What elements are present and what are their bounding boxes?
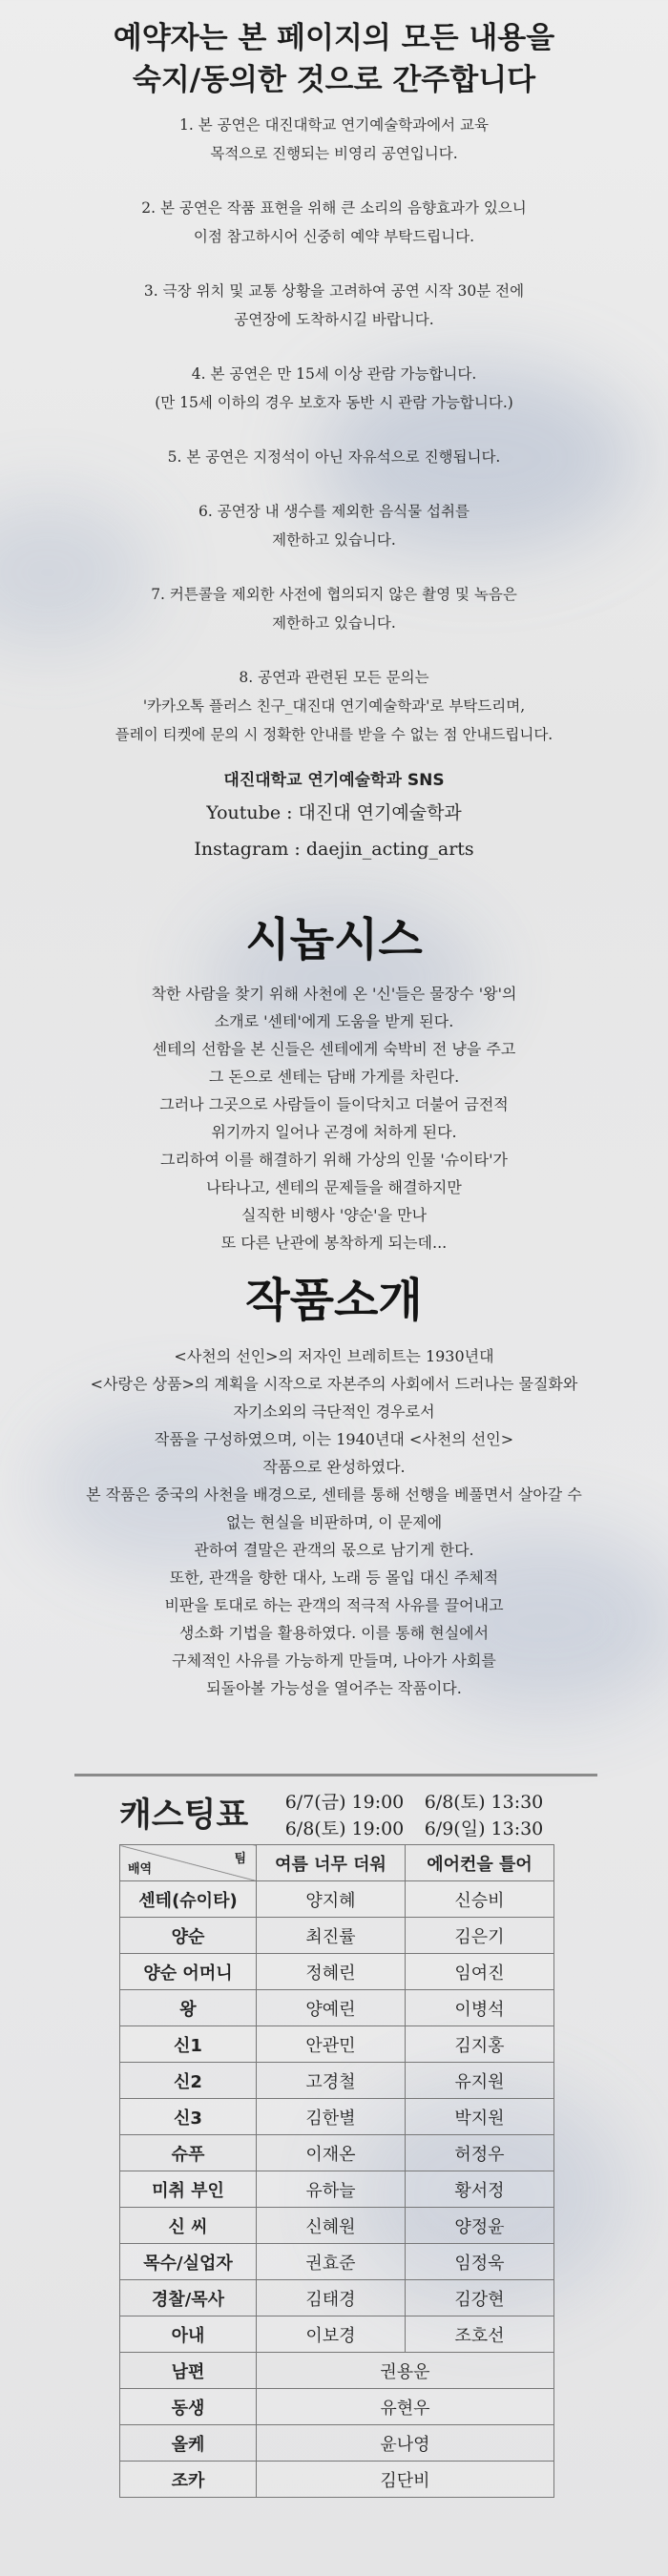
intro-line: 비판을 토대로 하는 관객의 적극적 사유를 끌어내고 bbox=[164, 1596, 504, 1614]
intro-title: 작품소개 bbox=[245, 1274, 423, 1327]
notice-line: 6. 공연장 내 생수를 제외한 음식물 섭취를 bbox=[198, 503, 470, 520]
cast-row bbox=[120, 2280, 554, 2316]
synopsis-body bbox=[0, 980, 668, 1257]
notice-line: 7. 커튼콜을 제외한 사전에 협의되지 않은 촬영 및 녹음은 bbox=[151, 586, 517, 603]
team-a-cell: 고경철 bbox=[257, 2063, 406, 2099]
intro-line: <사천의 선인>의 저자인 브레히트는 1930년대 bbox=[174, 1347, 494, 1365]
sns-title: 대진대학교 연기예술학과 SNS bbox=[223, 771, 445, 790]
notice-line: 2. 본 공연은 작품 표현을 위해 큰 소리의 음향효과가 있으니 bbox=[141, 199, 527, 217]
date-team-b: 6/8(토) 13:30 bbox=[424, 1792, 544, 1813]
intro-line: 구체적인 사유를 가능하게 만들며, 나아가 사회를 bbox=[172, 1652, 496, 1670]
synopsis-line: 센테의 선함을 본 신들은 센테에게 숙박비 전 냥을 주고 bbox=[152, 1040, 516, 1058]
role-cell: 남편 bbox=[120, 2353, 257, 2389]
role-cell: 올케 bbox=[120, 2425, 257, 2462]
team-b-cell: 조호선 bbox=[406, 2316, 554, 2353]
notice-item bbox=[0, 497, 668, 554]
team-b-cell: 박지원 bbox=[406, 2099, 554, 2135]
cast-dates bbox=[275, 1789, 553, 1842]
notice-item bbox=[0, 443, 668, 471]
role-cell: 경찰/목사 bbox=[120, 2280, 257, 2316]
notice-title-line: 예약자는 본 페이지의 모든 내용을 bbox=[113, 21, 555, 55]
intro-line: <사랑은 상품>의 계획을 시작으로 자본주의 사회에서 드러나는 물질화와 bbox=[90, 1375, 578, 1393]
sns-block bbox=[0, 766, 668, 867]
cast-section bbox=[119, 1789, 553, 2498]
cast-header-row bbox=[120, 1845, 554, 1881]
shared-actor-cell: 윤나영 bbox=[257, 2425, 554, 2462]
team-a-cell: 이보경 bbox=[257, 2316, 406, 2353]
team-a-cell: 양예린 bbox=[257, 1990, 406, 2026]
date-team-b: 6/9(일) 13:30 bbox=[424, 1818, 544, 1839]
team-b-cell: 임여진 bbox=[406, 1954, 554, 1990]
cast-row bbox=[120, 1990, 554, 2026]
team-b-cell: 김강현 bbox=[406, 2280, 554, 2316]
cast-row bbox=[120, 1881, 554, 1918]
role-cell: 슈푸 bbox=[120, 2135, 257, 2171]
team-b-cell: 허정우 bbox=[406, 2135, 554, 2171]
sns-youtube: Youtube : 대진대 연기예술학과 bbox=[206, 802, 462, 823]
team-a-cell: 안관민 bbox=[257, 2026, 406, 2063]
cast-title: 캐스팅표 bbox=[119, 1797, 249, 1835]
team-a-cell: 최진률 bbox=[257, 1918, 406, 1954]
role-cell: 신 씨 bbox=[120, 2208, 257, 2244]
notice-line: 목적으로 진행되는 비영리 공연입니다. bbox=[210, 145, 458, 162]
role-cell: 신2 bbox=[120, 2063, 257, 2099]
role-cell: 아내 bbox=[120, 2316, 257, 2353]
notice-item bbox=[0, 663, 668, 749]
team-a-cell: 양지혜 bbox=[257, 1881, 406, 1918]
team-b-cell: 임정욱 bbox=[406, 2244, 554, 2280]
intro-line: 작품으로 완성하였다. bbox=[262, 1458, 406, 1476]
synopsis-line: 실직한 비행사 '양순'을 만나 bbox=[240, 1206, 428, 1224]
synopsis-line: 그 돈으로 센테는 담배 가게를 차린다. bbox=[208, 1068, 460, 1086]
team-b-cell: 양정윤 bbox=[406, 2208, 554, 2244]
role-team-header bbox=[120, 1845, 257, 1881]
team-b-cell: 김지홍 bbox=[406, 2026, 554, 2063]
notice-item bbox=[0, 360, 668, 417]
shared-actor-cell: 김단비 bbox=[257, 2462, 554, 2498]
cast-row bbox=[120, 2063, 554, 2099]
role-cell: 센테(슈이타) bbox=[120, 1881, 257, 1918]
role-cell: 신3 bbox=[120, 2099, 257, 2135]
synopsis-line: 또 다른 난관에 봉착하게 되는데... bbox=[220, 1234, 448, 1252]
notice-line: 4. 본 공연은 만 15세 이상 관람 가능합니다. bbox=[191, 365, 477, 383]
notice-line: 이점 참고하시어 신중히 예약 부탁드립니다. bbox=[193, 228, 475, 245]
team-a-cell: 권효준 bbox=[257, 2244, 406, 2280]
intro-line: 되돌아볼 가능성을 열어주는 작품이다. bbox=[206, 1679, 462, 1697]
intro-line: 자기소외의 극단적인 경우로서 bbox=[233, 1402, 435, 1421]
notice-item bbox=[0, 194, 668, 251]
team-a-cell: 이재온 bbox=[257, 2135, 406, 2171]
cast-row bbox=[120, 1954, 554, 1990]
date-team-a: 6/7(금) 19:00 bbox=[284, 1792, 405, 1813]
synopsis-line: 위기까지 일어나 곤경에 처하게 된다. bbox=[211, 1123, 457, 1141]
cast-row-shared bbox=[120, 2462, 554, 2498]
role-cell: 신1 bbox=[120, 2026, 257, 2063]
notice-item bbox=[0, 580, 668, 637]
team-a-cell: 김한별 bbox=[257, 2099, 406, 2135]
role-cell: 목수/실업자 bbox=[120, 2244, 257, 2280]
synopsis-line: 착한 사람을 찾기 위해 사천에 온 '신'들은 물장수 '왕'의 bbox=[151, 985, 517, 1003]
synopsis-line: 소개로 '센테'에게 도움을 받게 된다. bbox=[214, 1012, 454, 1030]
intro-line: 본 작품은 중국의 사천을 배경으로, 센테를 통해 선행을 베풀면서 살아갈 수 bbox=[86, 1485, 582, 1504]
shared-actor-cell: 유현우 bbox=[257, 2389, 554, 2425]
role-cell: 양순 bbox=[120, 1918, 257, 1954]
notice-item bbox=[0, 111, 668, 168]
notice-line: 플레이 티켓에 문의 시 정확한 안내를 받을 수 없는 점 안내드립니다. bbox=[115, 726, 553, 743]
role-cell: 양순 어머니 bbox=[120, 1954, 257, 1990]
cast-row-shared bbox=[120, 2425, 554, 2462]
cast-table-body bbox=[120, 1881, 554, 2498]
team-header: 팀 bbox=[234, 1852, 246, 1866]
cast-row bbox=[120, 2244, 554, 2280]
synopsis-line: 나타나고, 센테의 문제들을 해결하지만 bbox=[206, 1178, 462, 1196]
notice-line: 공연장에 도착하시길 바랍니다. bbox=[234, 311, 434, 328]
cast-row bbox=[120, 1918, 554, 1954]
role-header: 배역 bbox=[128, 1862, 153, 1877]
team-a-cell: 김태경 bbox=[257, 2280, 406, 2316]
team-b-cell: 이병석 bbox=[406, 1990, 554, 2026]
team-a-cell: 신혜원 bbox=[257, 2208, 406, 2244]
notice-line: 제한하고 있습니다. bbox=[272, 614, 396, 632]
notice-list bbox=[0, 111, 668, 749]
cast-row bbox=[120, 2208, 554, 2244]
section-divider bbox=[74, 1774, 597, 1776]
notice-line: '카카오톡 플러스 친구_대진대 연기예술학과'로 부탁드리며, bbox=[142, 697, 526, 715]
team-b-cell: 김은기 bbox=[406, 1918, 554, 1954]
notice-title-line: 숙지/동의한 것으로 간주합니다 bbox=[132, 63, 536, 97]
cast-row bbox=[120, 2171, 554, 2208]
intro-line: 또한, 관객을 향한 대사, 노래 등 몰입 대신 주체적 bbox=[169, 1568, 499, 1587]
notice-line: 8. 공연과 관련된 모든 문의는 bbox=[239, 669, 429, 686]
team-b-cell: 황서정 bbox=[406, 2171, 554, 2208]
synopsis-line: 그러나 그곳으로 사람들이 들이닥치고 더불어 금전적 bbox=[159, 1095, 509, 1113]
intro-line: 관하여 결말은 관객의 몫으로 남기게 한다. bbox=[194, 1541, 474, 1559]
team-a-cell: 유하늘 bbox=[257, 2171, 406, 2208]
shared-actor-cell: 권용운 bbox=[257, 2353, 554, 2389]
intro-line: 생소화 기법을 활용하였다. 이를 통해 현실에서 bbox=[178, 1624, 490, 1642]
team-a-cell: 정혜린 bbox=[257, 1954, 406, 1990]
intro-line: 작품을 구성하였으며, 이는 1940년대 <사천의 선인> bbox=[154, 1430, 514, 1448]
role-cell: 조카 bbox=[120, 2462, 257, 2498]
team-b-cell: 신승비 bbox=[406, 1881, 554, 1918]
synopsis-title: 시놉시스 bbox=[245, 913, 423, 966]
cast-table bbox=[119, 1844, 554, 2498]
notice-item bbox=[0, 277, 668, 334]
cast-row bbox=[120, 2316, 554, 2353]
cast-row bbox=[120, 2135, 554, 2171]
cast-row bbox=[120, 2026, 554, 2063]
notice-line: 1. 본 공연은 대진대학교 연기예술학과에서 교육 bbox=[179, 116, 489, 134]
synopsis-line: 그리하여 이를 해결하기 위해 가상의 인물 '슈이타'가 bbox=[160, 1151, 508, 1169]
intro-body bbox=[0, 1342, 668, 1702]
notice-line: 5. 본 공연은 지정석이 아닌 자유석으로 진행됩니다. bbox=[167, 448, 501, 466]
sns-instagram: Instagram : daejin_acting_arts bbox=[194, 839, 474, 860]
team-a-header: 여름 너무 더워 bbox=[257, 1845, 406, 1881]
cast-row-shared bbox=[120, 2353, 554, 2389]
role-cell: 미취 부인 bbox=[120, 2171, 257, 2208]
notice-line: (만 15세 이하의 경우 보호자 동반 시 관람 가능합니다.) bbox=[155, 394, 513, 411]
team-b-cell: 유지원 bbox=[406, 2063, 554, 2099]
cast-row bbox=[120, 2099, 554, 2135]
date-team-a: 6/8(토) 19:00 bbox=[284, 1818, 405, 1839]
notice-title bbox=[0, 0, 668, 101]
team-b-header: 에어컨을 틀어 bbox=[406, 1845, 554, 1881]
role-cell: 왕 bbox=[120, 1990, 257, 2026]
intro-line: 없는 현실을 비판하며, 이 문제에 bbox=[225, 1513, 443, 1531]
notice-line: 제한하고 있습니다. bbox=[272, 531, 396, 549]
notice-line: 3. 극장 위치 및 교통 상황을 고려하여 공연 시작 30분 전에 bbox=[143, 282, 525, 300]
cast-row-shared bbox=[120, 2389, 554, 2425]
role-cell: 동생 bbox=[120, 2389, 257, 2425]
